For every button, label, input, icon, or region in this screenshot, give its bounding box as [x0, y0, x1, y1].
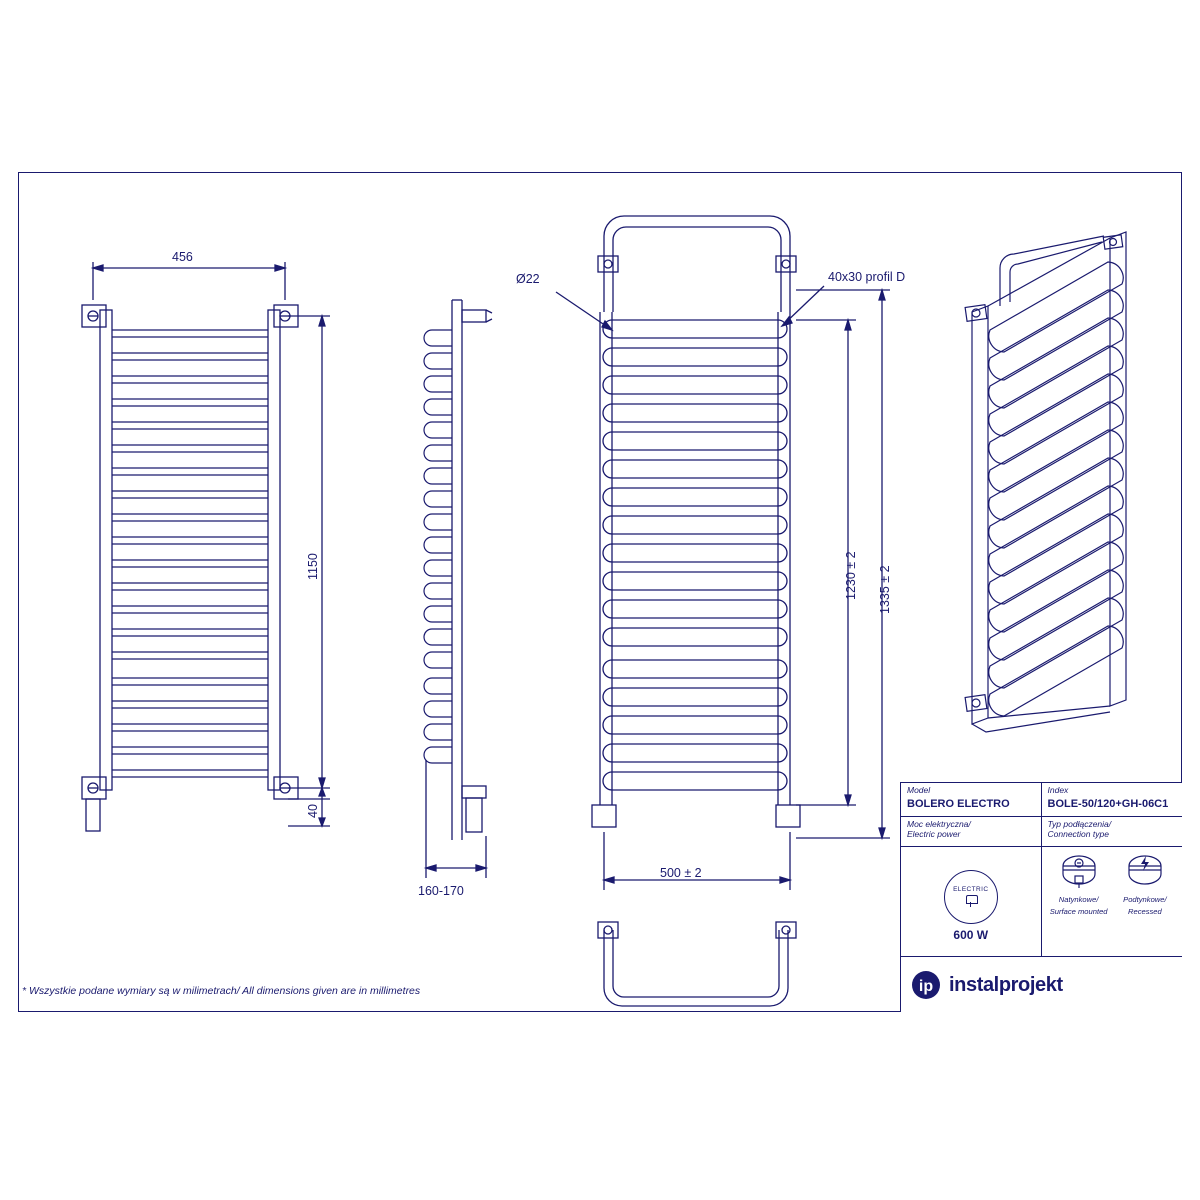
connection-recessed-caption-pl: Podtynkowe/ — [1123, 895, 1167, 904]
connection-recessed-caption-en: Recessed — [1127, 907, 1162, 917]
titleblock-power-label-cell — [901, 817, 1042, 847]
index-label: Index — [1047, 785, 1069, 795]
dim-depth: 160-170 — [418, 884, 464, 898]
dim-height-total: 1335 ± 2 — [878, 565, 892, 614]
title-block — [900, 782, 1182, 1012]
instalprojekt-logo-icon — [911, 970, 941, 1000]
dim-height-inner: 1230 ± 2 — [844, 551, 858, 600]
power-label-en: Electric power — [907, 828, 961, 839]
label-profile: 40x30 profil D — [828, 270, 906, 284]
footnote-units: * Wszystkie podane wymiary są w milimetrach/ All dimensions given are in millimetres — [22, 985, 421, 997]
titleblock-index-cell — [1042, 783, 1183, 817]
plug-icon — [964, 895, 978, 907]
dim-height-front: 1150 — [306, 553, 320, 580]
dim-width-side: 500 ± 2 — [660, 866, 702, 880]
connection-recessed-item — [1114, 852, 1176, 955]
model-label: Model — [907, 785, 931, 795]
index-value: BOLE-50/120+GH-06C1 — [1047, 797, 1169, 810]
connection-surface-caption-en: Surface mounted — [1049, 907, 1108, 917]
titleblock-logo-cell — [901, 957, 1182, 1013]
svg-text:ip: ip — [918, 978, 934, 995]
connection-label-en: Connection type — [1047, 828, 1109, 839]
brand-name: instalprojekt — [949, 973, 1063, 996]
model-value: BOLERO ELECTRO — [907, 797, 1010, 810]
titleblock-connection-cell — [1042, 847, 1183, 957]
titleblock-power-cell — [901, 847, 1042, 957]
connection-label-pl: Typ podłączenia/ — [1047, 819, 1112, 829]
label-tube-diameter: Ø22 — [516, 272, 540, 286]
power-value: 600 W — [953, 927, 989, 942]
surface-mounted-icon — [1057, 852, 1101, 892]
titleblock-model-cell — [901, 783, 1042, 817]
titleblock-connection-label-cell — [1042, 817, 1183, 847]
connection-surface-item — [1048, 852, 1110, 955]
electric-badge — [944, 870, 998, 924]
dim-bracket-offset: 40 — [306, 804, 320, 818]
dim-width-front: 456 — [172, 250, 193, 264]
recessed-icon — [1123, 852, 1167, 892]
connection-surface-caption-pl: Natynkowe/ — [1058, 895, 1099, 904]
electric-badge-label: ELECTRIC — [953, 886, 989, 893]
power-label-pl: Moc elektryczna/ — [907, 819, 971, 829]
